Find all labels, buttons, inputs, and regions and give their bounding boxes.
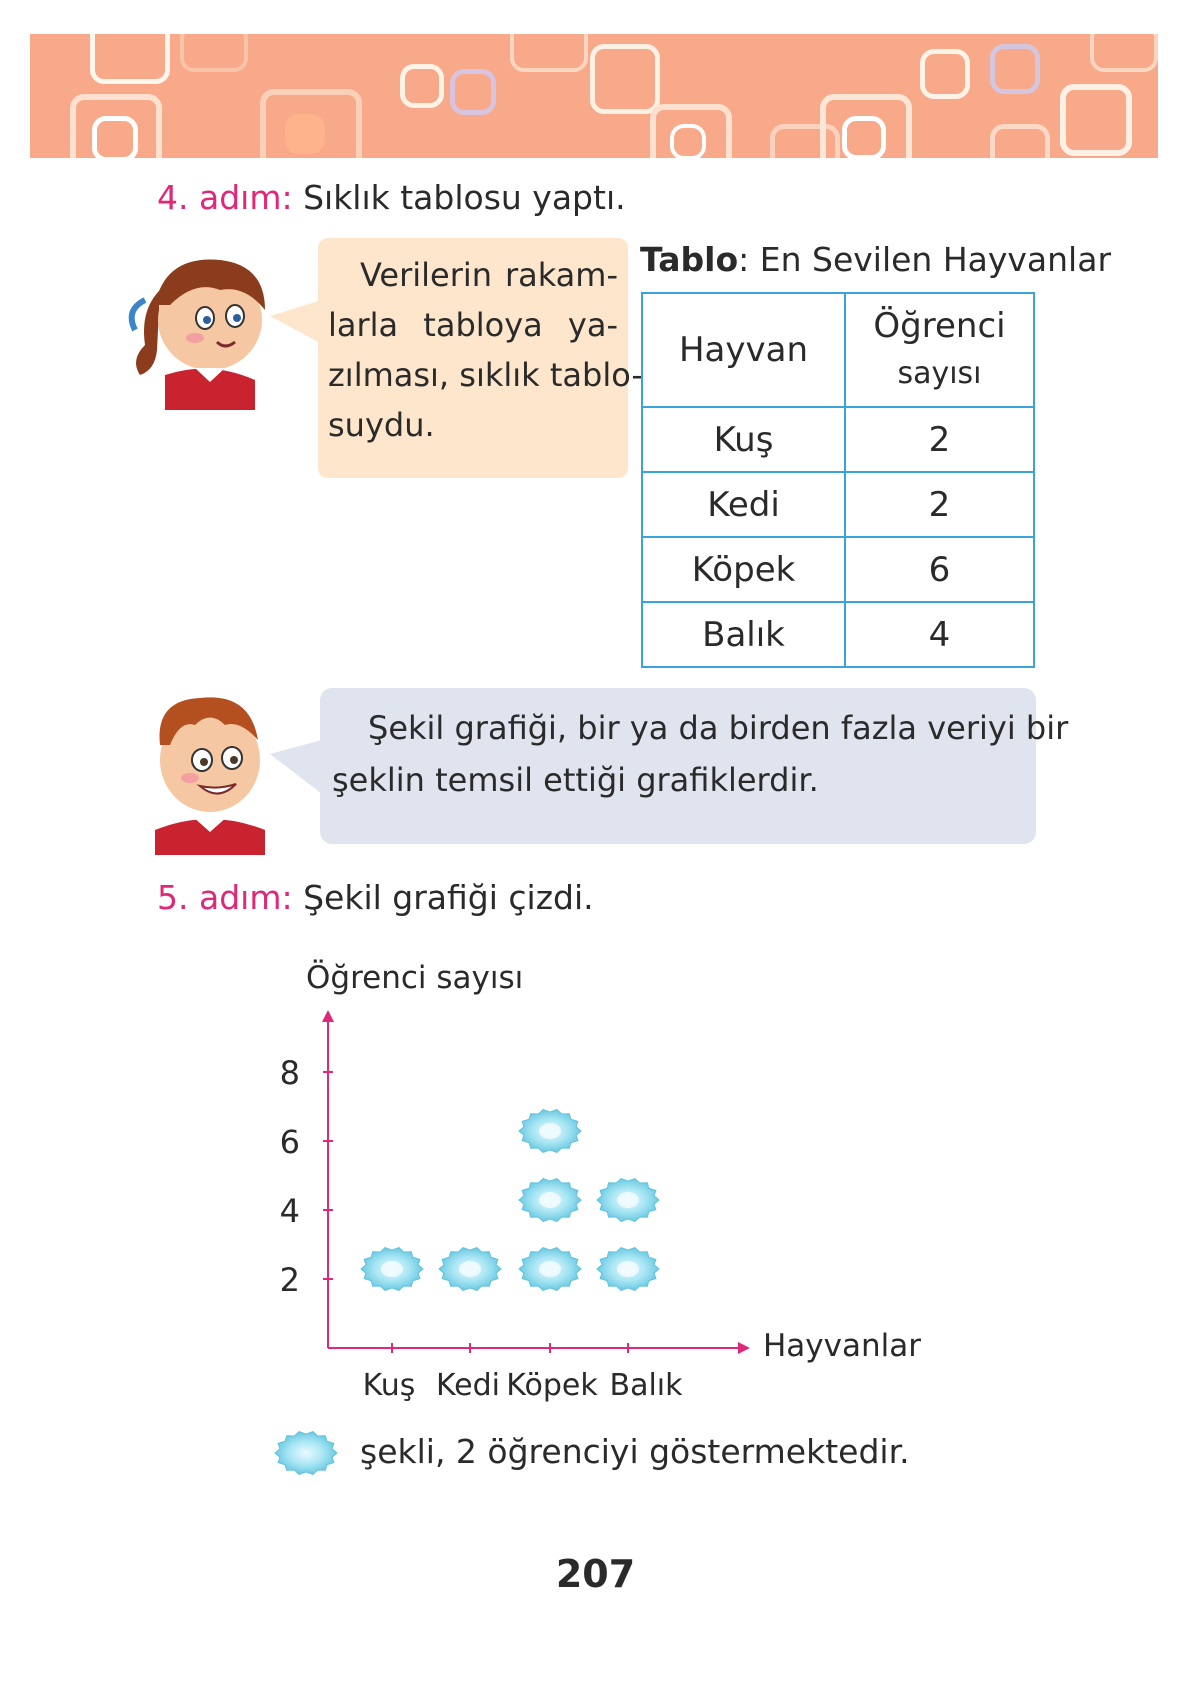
girl-bubble-line-4: suydu. (328, 406, 435, 444)
table-cell-count: 2 (845, 472, 1034, 537)
y-tick-label: 8 (279, 1054, 300, 1092)
table-cell-count: 4 (845, 602, 1034, 667)
y-tick-label: 4 (279, 1192, 300, 1230)
x-tick-label: Kuş (362, 1368, 416, 1403)
y-axis-arrow (322, 1010, 334, 1022)
y-tick-label: 6 (279, 1123, 300, 1161)
pictograph-symbol-highlight (381, 1261, 403, 1277)
step-5-text: Şekil grafiği çizdi. (303, 878, 594, 917)
pictograph-symbol-highlight (539, 1123, 561, 1139)
pictograph-symbol-highlight (617, 1261, 639, 1277)
girl-bubble-line-2: larla tabloya ya- (328, 306, 618, 344)
girl-bubble-line-1: Verilerin rakam- (360, 256, 618, 294)
x-tick-label: Balık (609, 1368, 683, 1403)
table-title-rest: : En Sevilen Hayvanlar (738, 240, 1112, 279)
y-axis-label: Öğrenci sayısı (306, 960, 524, 996)
table-cell-count: 6 (845, 537, 1034, 602)
legend-flower-icon (273, 1428, 339, 1478)
pictograph-symbol-highlight (459, 1261, 481, 1277)
table-cell-animal: Balık (642, 602, 845, 667)
boy-bubble-line-2: şeklin temsil ettiği grafiklerdir. (332, 761, 819, 799)
header-student-count-line-1: Öğrenci (873, 306, 1006, 346)
table-title-bold: Tablo (640, 240, 739, 279)
legend-text: şekli, 2 öğrenciyi göstermektedir. (360, 1432, 910, 1471)
page-number: 207 (555, 1552, 636, 1596)
pictograph-symbol-highlight (617, 1192, 639, 1208)
x-tick-label: Kedi (435, 1368, 501, 1403)
step-4-label: 4. adım: (157, 178, 293, 217)
boy-bubble-line-1: Şekil grafiği, bir ya da birden fazla veriyi bir (368, 709, 1069, 747)
pictograph-symbol-highlight (539, 1261, 561, 1277)
x-axis-arrow (738, 1342, 750, 1354)
header-animal: Hayvan (642, 293, 845, 407)
table-cell-count: 2 (845, 407, 1034, 472)
step-5-label: 5. adım: (157, 878, 293, 917)
step-4-text: Sıklık tablosu yaptı. (303, 178, 626, 217)
pictograph-symbol-highlight (539, 1192, 561, 1208)
x-tick-label: Köpek (506, 1368, 598, 1403)
x-axis-label: Hayvanlar (763, 1328, 921, 1364)
header-student-count-line-2: sayısı (897, 356, 982, 391)
table-cell-animal: Köpek (642, 537, 845, 602)
table-cell-animal: Kedi (642, 472, 845, 537)
y-tick-label: 2 (279, 1261, 300, 1299)
girl-bubble-line-3: zılması, sıklık tablo- (328, 356, 643, 394)
table-cell-animal: Kuş (642, 407, 845, 472)
